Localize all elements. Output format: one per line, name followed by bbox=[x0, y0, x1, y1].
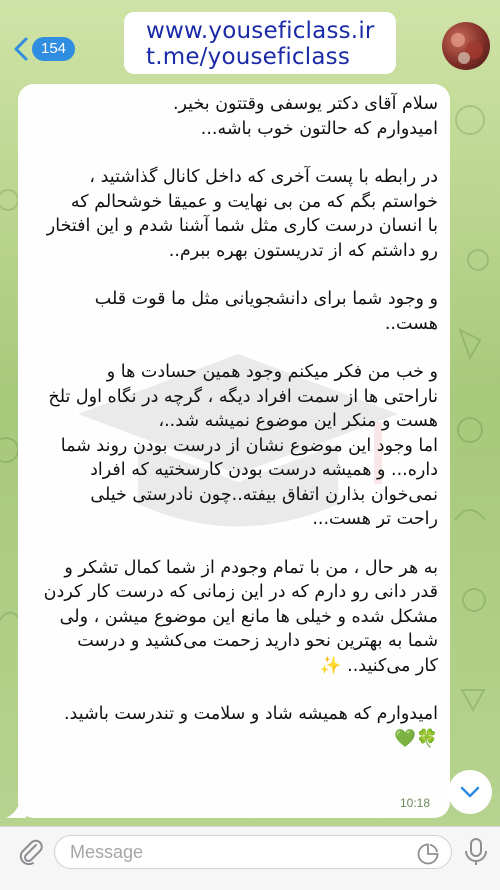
title-line-website: www.youseficlass.ir bbox=[146, 18, 375, 44]
message-input-placeholder: Message bbox=[70, 842, 144, 862]
title-line-telegram: t.me/youseficlass bbox=[146, 44, 351, 70]
message-input[interactable] bbox=[54, 835, 452, 869]
message-input-bar bbox=[0, 826, 500, 890]
chevron-down-icon bbox=[459, 785, 481, 799]
message-paragraph: و خب من فکر میکنم وجود همین حسادت ها و ناراحتی ها از سمت افراد دیگه ، گرچه در نگاه اول تلخ هست و منکر این موضوع نمیشه شد..، اما وجود این موضوع نشان از درست بودن روند شما داره... و همیشه درست بودن کارسختیه که افراد نمی‌خوان بذارن اتفاق بیفته..چون نادرستی خیلی راحت تر هست... bbox=[48, 362, 438, 529]
message-text bbox=[32, 92, 438, 751]
message-bubble[interactable] bbox=[18, 84, 450, 818]
message-paragraph: در رابطه با پست آخری که داخل کانال گذاشتید ، خواستم بگم که من بی نهایت و عمیقا خوشحالم که با انسان درست کاری مثل شما آشنا شدم و این افتخار رو داشتم که از تدریستون بهره ببرم.. bbox=[46, 167, 438, 261]
back-button[interactable] bbox=[12, 36, 75, 62]
unread-count-badge: 154 bbox=[32, 37, 75, 61]
bubble-tail bbox=[6, 800, 26, 818]
avatar-image bbox=[442, 22, 490, 70]
scroll-down-button[interactable] bbox=[448, 770, 492, 814]
sticker-icon[interactable] bbox=[417, 843, 439, 865]
chat-title[interactable] bbox=[124, 12, 396, 74]
message-paragraph: امیدوارم که همیشه شاد و سلامت و تندرست باشید. 🍀💚 bbox=[63, 704, 438, 749]
message-paragraph: به هر حال ، من با تمام وجودم از شما کمال تشکر و قدر دانی رو دارم که در این زمانی که درست کار کردن مشکل شده و خیلی ها مانع این موضوع میشن ، ولی شما به بهترین نحو دارید زحمت می‌کشید و درست کار می‌کنید.. ✨ bbox=[43, 557, 438, 676]
message-paragraph: و وجود شما برای دانشجویانی مثل ما قوت قلب هست.. bbox=[94, 289, 438, 334]
avatar[interactable] bbox=[442, 22, 490, 70]
paperclip-icon[interactable] bbox=[16, 837, 46, 867]
message-timestamp: 10:18 bbox=[399, 796, 430, 810]
message-paragraph: سلام آقای دکتر یوسفی وقتتون بخیر. امیدوارم که حالتون خوب باشه... bbox=[172, 94, 438, 139]
chevron-left-icon bbox=[12, 36, 30, 62]
chat-header bbox=[0, 0, 500, 82]
microphone-icon[interactable] bbox=[462, 837, 490, 867]
